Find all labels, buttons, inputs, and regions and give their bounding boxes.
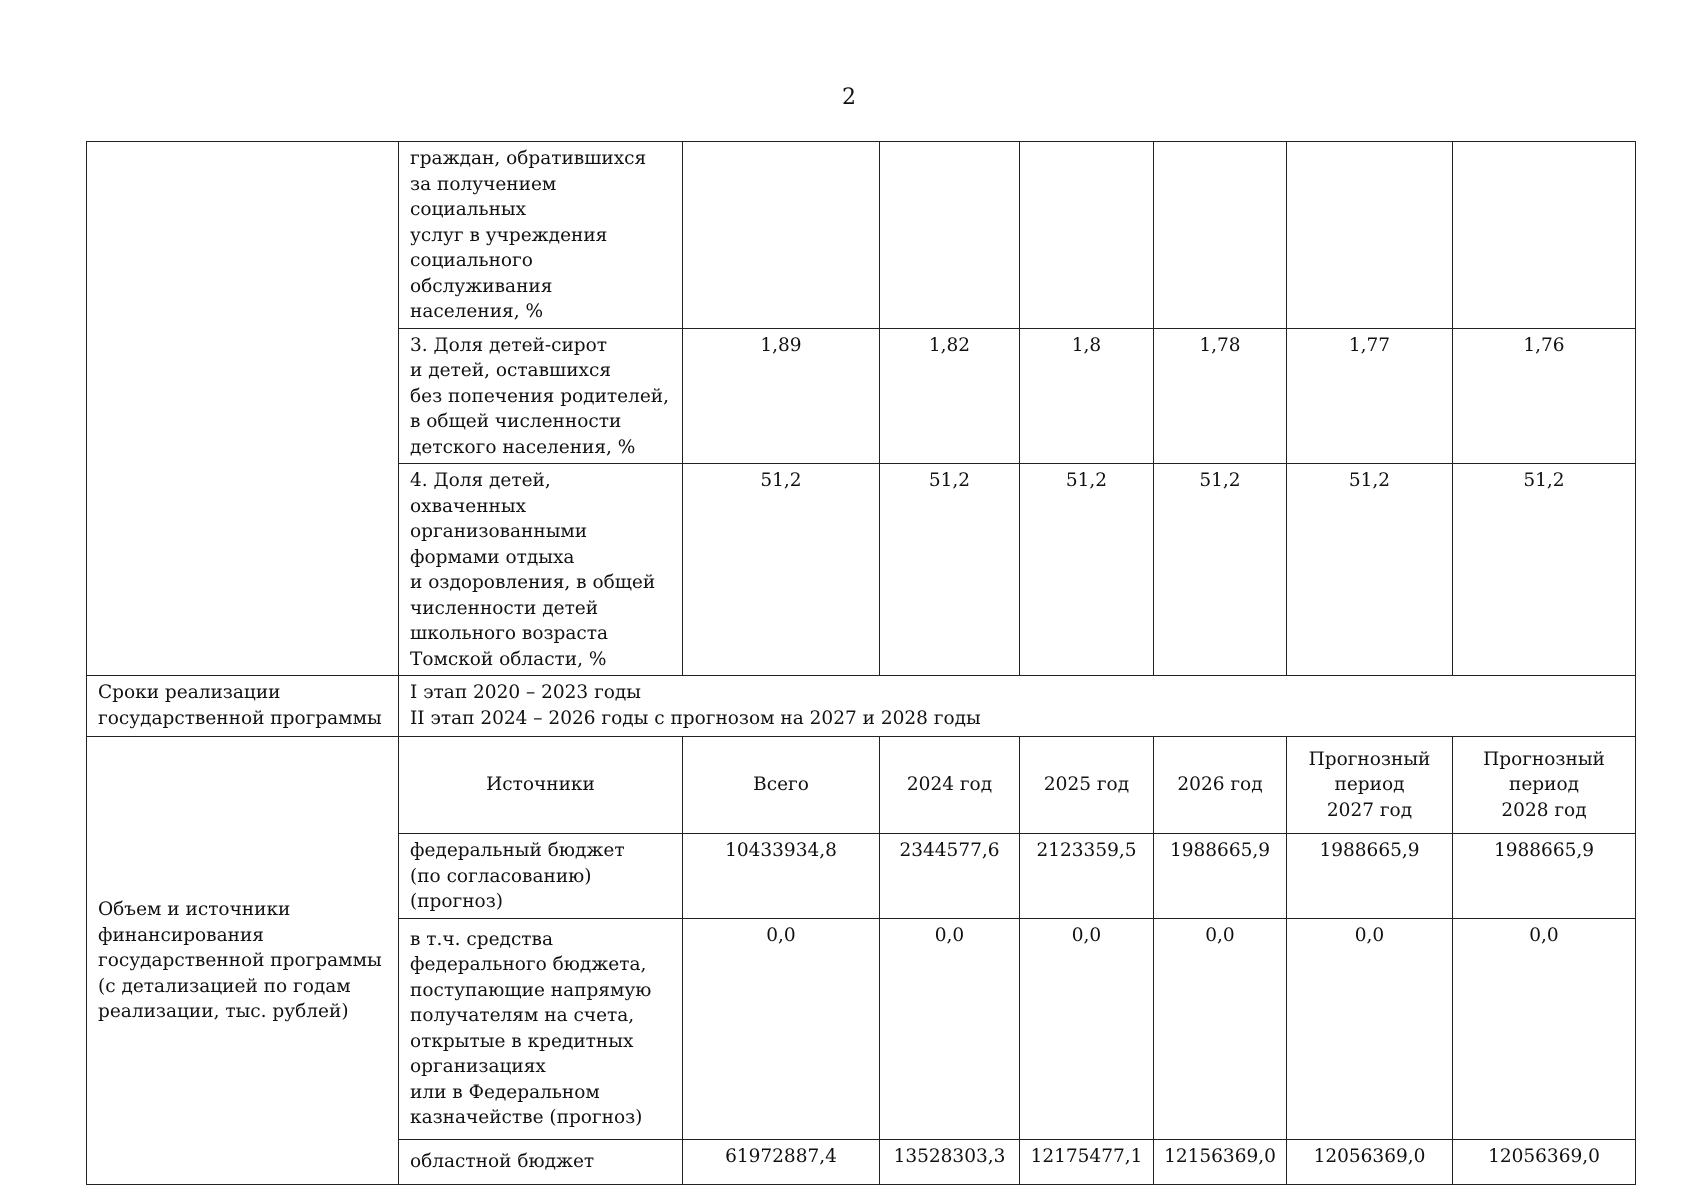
column-header: 2024 год [880,737,1020,834]
indicator-value: 51,2 [1154,464,1287,676]
terms-label: Сроки реализации государственной программы [87,676,399,737]
column-header: Источники [399,737,683,834]
financing-label: Объем и источники финансирования государственной программы (с детализацией по годам реализации, тыс. рублей) [87,737,399,1185]
table-row [87,142,1636,329]
funding-value: 10433934,8 [683,834,880,919]
indicator-value [1020,142,1154,329]
indicator-value: 1,77 [1287,328,1453,464]
funding-source: федеральный бюджет (по согласованию) (прогноз) [399,834,683,919]
column-header: Прогнозный период 2027 год [1287,737,1453,834]
funding-value: 2344577,6 [880,834,1020,919]
financing-header-row [87,737,1636,834]
funding-value: 13528303,3 [880,1139,1020,1184]
indicator-text: 4. Доля детей, охваченных организованными формами отдыха и оздоровления, в общей численности детей школьного возраста Томской области, % [399,464,683,676]
table-row [87,676,1636,737]
indicator-value: 51,2 [1287,464,1453,676]
indicator-value [1453,142,1636,329]
indicator-value: 1,82 [880,328,1020,464]
funding-value: 12156369,0 [1154,1139,1287,1184]
funding-value: 61972887,4 [683,1139,880,1184]
program-passport-table [86,141,1636,1185]
funding-value: 12056369,0 [1453,1139,1636,1184]
funding-value: 1988665,9 [1154,834,1287,919]
funding-value: 0,0 [1020,918,1154,1139]
indicator-value [683,142,880,329]
indicator-value: 51,2 [1020,464,1154,676]
indicator-value [1154,142,1287,329]
funding-value: 0,0 [880,918,1020,1139]
indicator-text: граждан, обратившихся за получением социальных услуг в учреждения социального обслуживания населения, % [399,142,683,329]
funding-source: в т.ч. средства федерального бюджета, поступающие напрямую получателям на счета, открытые в кредитных организациях или в Федеральном казначействе (прогноз) [399,918,683,1139]
funding-value: 0,0 [683,918,880,1139]
column-header: 2025 год [1020,737,1154,834]
indicator-value: 1,76 [1453,328,1636,464]
indicators-label-cell [87,142,399,676]
indicator-value: 1,78 [1154,328,1287,464]
funding-value: 1988665,9 [1453,834,1636,919]
funding-value: 2123359,5 [1020,834,1154,919]
funding-value: 12175477,1 [1020,1139,1154,1184]
indicator-value [880,142,1020,329]
funding-source: областной бюджет [399,1139,683,1184]
indicator-value: 1,89 [683,328,880,464]
indicator-value [1287,142,1453,329]
terms-value: I этап 2020 – 2023 годы II этап 2024 – 2026 годы с прогнозом на 2027 и 2028 годы [399,676,1636,737]
indicator-value: 51,2 [880,464,1020,676]
funding-value: 12056369,0 [1287,1139,1453,1184]
column-header: Прогнозный период 2028 год [1453,737,1636,834]
indicator-value: 51,2 [1453,464,1636,676]
page-number: 2 [842,85,856,110]
indicator-text: 3. Доля детей-сирот и детей, оставшихся без попечения родителей, в общей численности детского населения, % [399,328,683,464]
column-header: 2026 год [1154,737,1287,834]
column-header: Всего [683,737,880,834]
funding-value: 0,0 [1287,918,1453,1139]
indicator-value: 51,2 [683,464,880,676]
funding-value: 0,0 [1453,918,1636,1139]
indicator-value: 1,8 [1020,328,1154,464]
funding-value: 1988665,9 [1287,834,1453,919]
funding-value: 0,0 [1154,918,1287,1139]
